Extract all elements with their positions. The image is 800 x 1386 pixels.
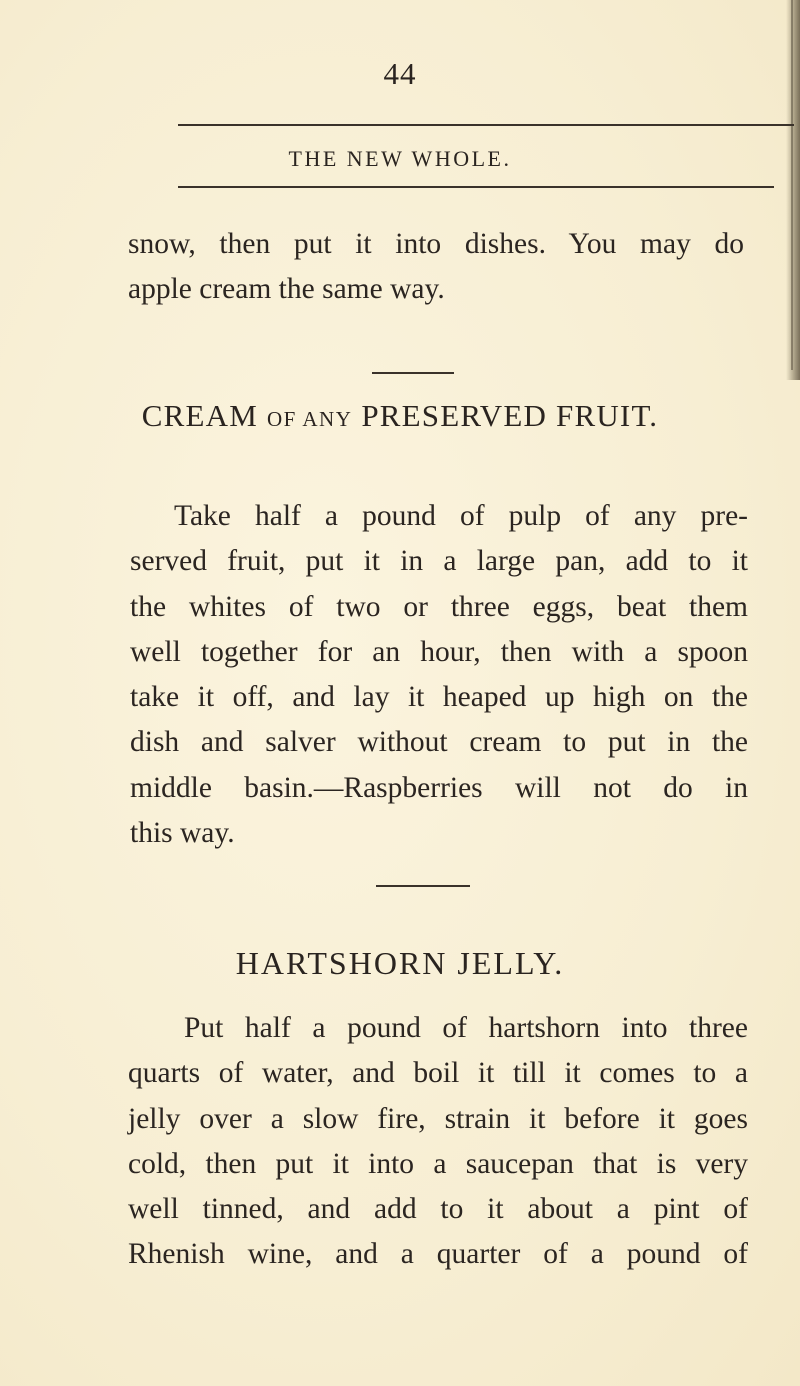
section-divider bbox=[372, 372, 454, 374]
text-line: apple cream the same way. bbox=[128, 273, 445, 306]
text-line: take it off, and lay it heaped up high on the bbox=[130, 681, 748, 714]
hartshorn-jelly-paragraph bbox=[128, 1006, 748, 1278]
header-rule-top bbox=[178, 124, 794, 126]
text-line: well tinned, and add to it about a pint of bbox=[128, 1193, 748, 1226]
header-rule-bottom bbox=[178, 186, 774, 188]
preserved-fruit-paragraph bbox=[130, 494, 748, 856]
text-line: the whites of two or three eggs, beat them bbox=[130, 590, 748, 623]
text-line: cold, then put it into a saucepan that is very bbox=[128, 1147, 748, 1180]
text-line: well together for an hour, then with a spoon bbox=[130, 635, 748, 668]
text-line: Rhenish wine, and a quarter of a pound of bbox=[128, 1238, 748, 1271]
text-line: Put half a pound of hartshorn into three bbox=[184, 1012, 748, 1044]
page-number: 44 bbox=[383, 56, 417, 91]
text-line: jelly over a slow fire, strain it before it goes bbox=[128, 1102, 748, 1135]
section-heading-hartshorn-jelly: HARTSHORN JELLY. bbox=[235, 945, 565, 981]
heading-text: PRESERVED FRUIT. bbox=[352, 398, 659, 433]
text-line: quarts of water, and boil it till it comes to a bbox=[128, 1057, 748, 1090]
heading-text: CREAM bbox=[141, 398, 267, 433]
text-line: served fruit, put it in a large pan, add to it bbox=[130, 545, 748, 578]
text-line: Take half a pound of pulp of any pre- bbox=[174, 500, 748, 532]
text-line: dish and salver without cream to put in the bbox=[130, 726, 748, 759]
text-line: snow, then put it into dishes. You may do bbox=[128, 228, 744, 260]
running-head: THE NEW WHOLE. bbox=[288, 146, 512, 171]
section-heading-preserved-fruit bbox=[0, 398, 800, 434]
heading-smallcaps: OF ANY bbox=[266, 407, 353, 431]
section-divider bbox=[376, 885, 470, 887]
text-line: this way. bbox=[130, 817, 235, 850]
text-line: middle basin.—Raspberries will not do in bbox=[130, 771, 748, 804]
intro-paragraph bbox=[128, 222, 744, 313]
